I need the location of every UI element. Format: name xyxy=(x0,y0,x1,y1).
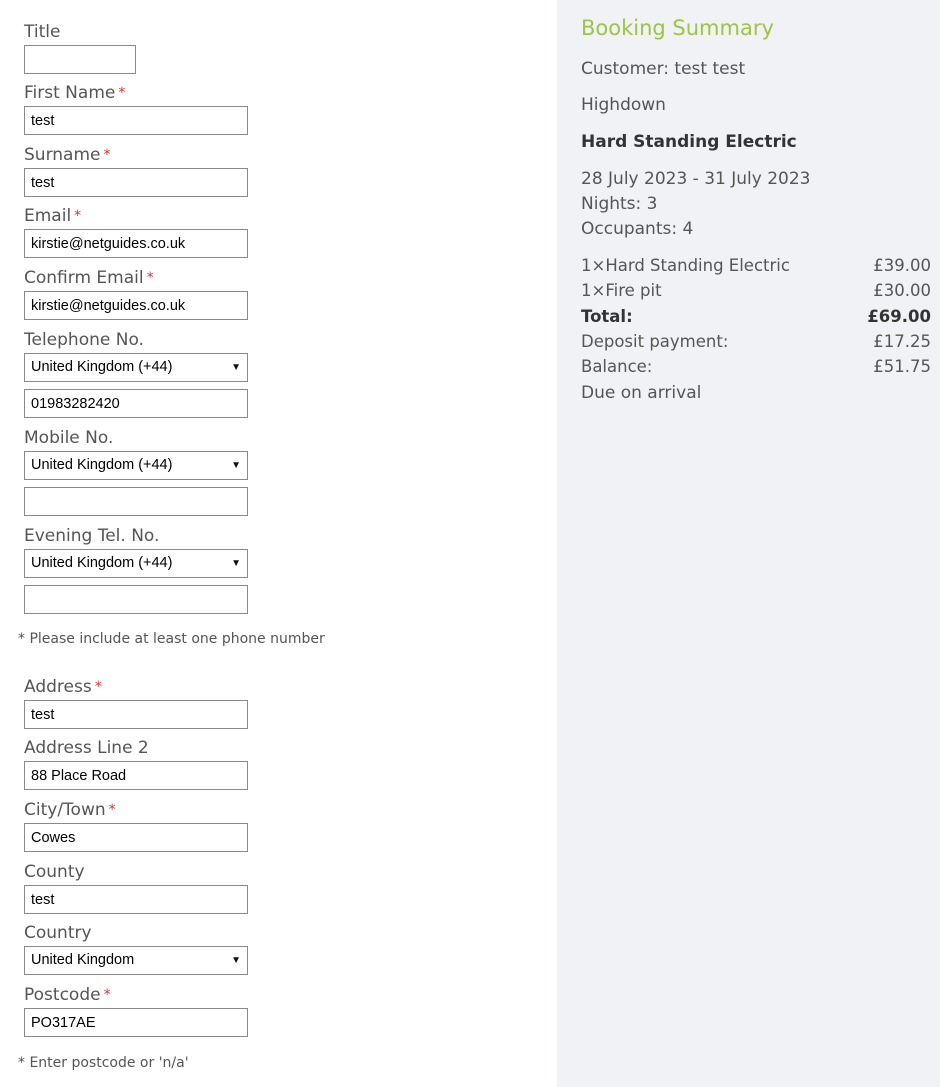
address-input[interactable] xyxy=(24,700,248,729)
confirm-email-input[interactable] xyxy=(24,291,248,320)
pitch-type: Hard Standing Electric xyxy=(581,132,797,152)
required-marker: * xyxy=(94,679,102,695)
chevron-down-icon: ▼ xyxy=(231,558,241,569)
surname-label: Surname * xyxy=(24,145,111,165)
evening-country-select[interactable] xyxy=(24,549,248,578)
postcode-note: * Enter postcode or 'n/a' xyxy=(18,1055,189,1071)
required-marker: * xyxy=(146,270,154,286)
booking-summary-title: Booking Summary xyxy=(581,16,774,40)
first-name-input[interactable] xyxy=(24,106,248,135)
booking-summary-panel xyxy=(557,0,940,1087)
surname-input[interactable] xyxy=(24,168,248,197)
customer-name: Customer: test test xyxy=(581,59,746,79)
line-item xyxy=(581,281,931,300)
balance-row xyxy=(581,357,931,376)
country-value: United Kingdom xyxy=(31,952,135,968)
line-item-label: 1×Hard Standing Electric xyxy=(581,256,790,275)
telephone-country-select[interactable] xyxy=(24,353,248,382)
country-label: Country xyxy=(24,923,92,943)
mobile-input[interactable] xyxy=(24,487,248,516)
evening-tel-label: Evening Tel. No. xyxy=(24,526,160,546)
city-input[interactable] xyxy=(24,823,248,852)
chevron-down-icon: ▼ xyxy=(231,362,241,373)
county-label: County xyxy=(24,862,85,882)
telephone-input[interactable] xyxy=(24,389,248,418)
telephone-country-value: United Kingdom (+44) xyxy=(31,359,173,375)
mobile-label: Mobile No. xyxy=(24,428,114,448)
postcode-label: Postcode * xyxy=(24,985,111,1005)
occupants-count: Occupants: 4 xyxy=(581,219,694,239)
required-marker: * xyxy=(118,85,126,101)
county-input[interactable] xyxy=(24,885,248,914)
deposit-label: Deposit payment: xyxy=(581,332,729,351)
site-name: Highdown xyxy=(581,95,666,115)
line-item-amount: £30.00 xyxy=(873,281,931,300)
total-amount: £69.00 xyxy=(867,307,931,326)
mobile-country-select[interactable] xyxy=(24,451,248,480)
deposit-row xyxy=(581,332,931,351)
title-input[interactable] xyxy=(24,45,136,74)
mobile-country-value: United Kingdom (+44) xyxy=(31,457,173,473)
booking-dates: 28 July 2023 - 31 July 2023 xyxy=(581,169,811,189)
required-marker: * xyxy=(74,208,82,224)
confirm-email-label: Confirm Email * xyxy=(24,268,154,288)
total-row xyxy=(581,307,931,326)
title-label: Title xyxy=(24,22,61,42)
line-item-amount: £39.00 xyxy=(873,256,931,275)
telephone-label: Telephone No. xyxy=(24,330,144,350)
address-line-2-input[interactable] xyxy=(24,761,248,790)
email-input[interactable] xyxy=(24,229,248,258)
email-label: Email * xyxy=(24,206,82,226)
required-marker: * xyxy=(103,987,111,1003)
phone-note: * Please include at least one phone number xyxy=(18,631,325,647)
first-name-label: First Name * xyxy=(24,83,126,103)
country-select[interactable] xyxy=(24,946,248,975)
chevron-down-icon: ▼ xyxy=(231,460,241,471)
nights-count: Nights: 3 xyxy=(581,194,658,214)
due-note: Due on arrival xyxy=(581,383,702,403)
balance-amount: £51.75 xyxy=(873,357,931,376)
required-marker: * xyxy=(108,802,116,818)
address-line-2-label: Address Line 2 xyxy=(24,738,149,758)
city-label: City/Town * xyxy=(24,800,116,820)
evening-country-value: United Kingdom (+44) xyxy=(31,555,173,571)
postcode-input[interactable] xyxy=(24,1008,248,1037)
line-item xyxy=(581,256,931,275)
total-label: Total: xyxy=(581,307,633,326)
deposit-amount: £17.25 xyxy=(873,332,931,351)
line-item-label: 1×Fire pit xyxy=(581,281,662,300)
evening-tel-input[interactable] xyxy=(24,585,248,614)
address-label: Address * xyxy=(24,677,102,697)
required-marker: * xyxy=(103,147,111,163)
chevron-down-icon: ▼ xyxy=(231,955,241,966)
balance-label: Balance: xyxy=(581,357,653,376)
